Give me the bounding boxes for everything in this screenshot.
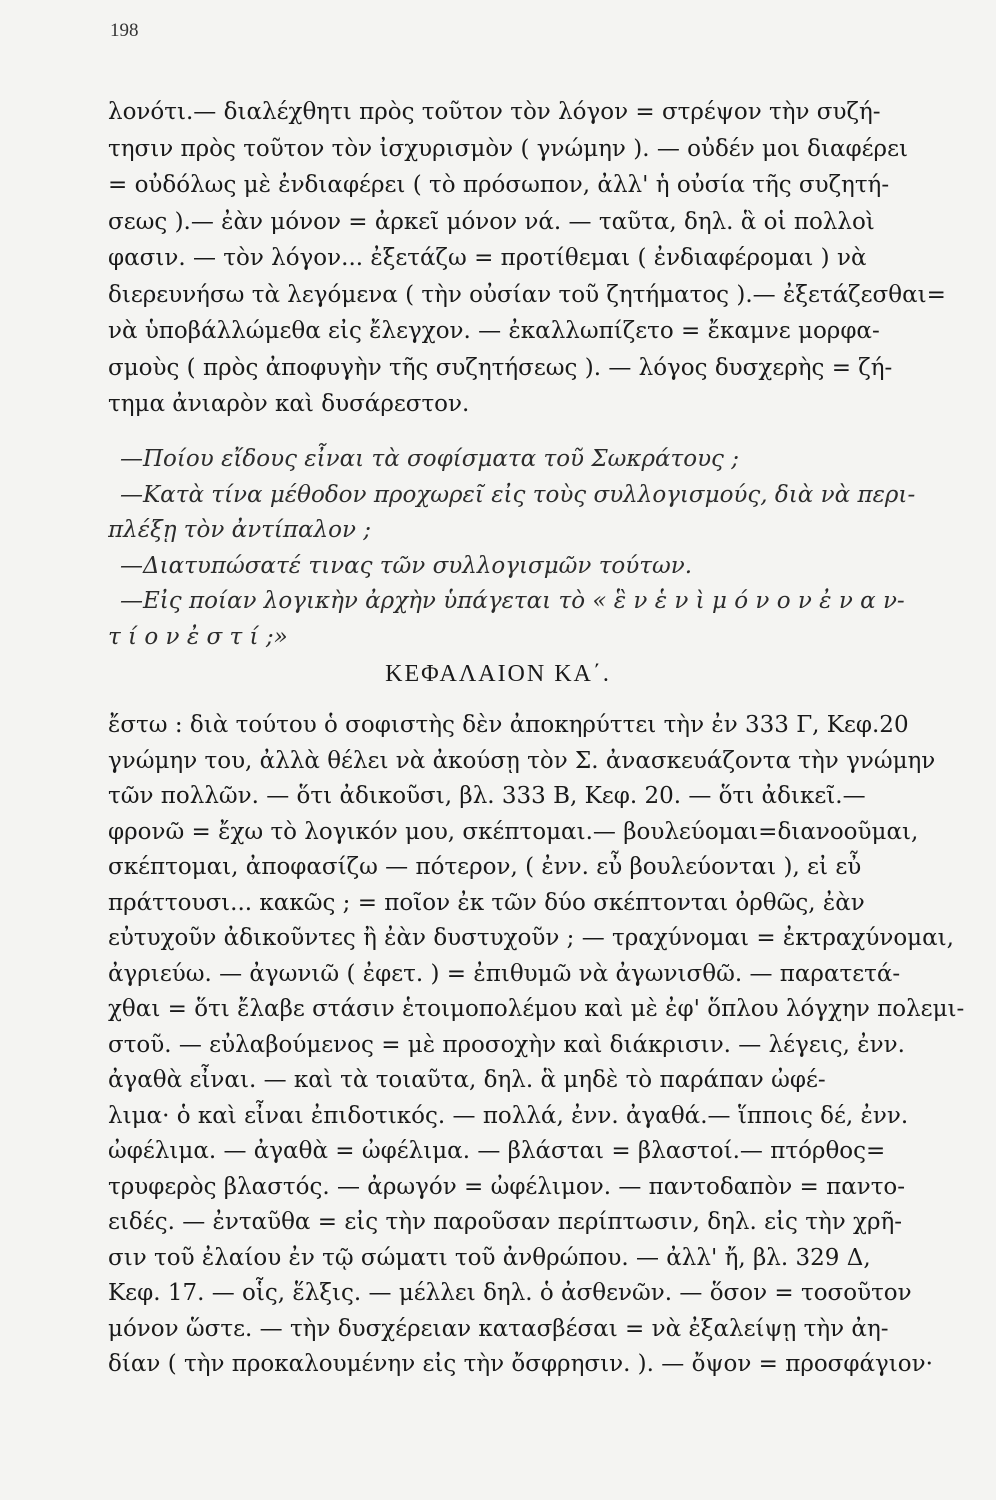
text-line: φασιν. — τὸν λόγον... ἐξετάζω = προτίθεμαι ( ἐνδιαφέρομαι ) νὰ — [108, 245, 867, 271]
question-line: πλέξῃ τὸν ἀντίπαλον ; — [108, 517, 372, 543]
chapter-title: ΚΕΦΑΛΑΙΟΝ ΚΑ΄. — [385, 661, 611, 687]
text-line: διερευνήσω τὰ λεγόμενα ( τὴν οὐσίαν τοῦ ζητήματος ).— ἐξετάζεσθαι= — [108, 281, 946, 308]
text-line: εὐτυχοῦν ἀδικοῦντες ἢ ἐὰν δυστυχοῦν ; — τραχύνομαι = ἐκτραχύνομαι, — [108, 925, 954, 951]
question-line: —Διατυπώσατέ τινας τῶν συλλογισμῶν τούτων. — [120, 552, 693, 579]
text-line: δίαν ( τὴν προκαλουμένην εἰς τὴν ὄσφρησιν. ). — ὄψον = προσφάγιον· — [108, 1351, 933, 1377]
text-line: φρονῶ = ἔχω τὸ λογικόν μου, σκέπτομαι.— βουλεύομαι=διανοοῦμαι, — [108, 818, 919, 845]
text-line: σιν τοῦ ἐλαίου ἐν τῷ σώματι τοῦ ἀνθρώπου. — ἀλλ' ἤ, βλ. 329 Δ, — [108, 1244, 871, 1271]
text-line: Κεφ. 17. — οἷς, ἕλξις. — μέλλει δηλ. ὁ ἀσθενῶν. — ὅσον = τοσοῦτον — [108, 1280, 912, 1306]
text-line: τησιν πρὸς τοῦτον τὸν ἰσχυρισμὸν ( γνώμην ). — οὐδέν μοι διαφέρει — [108, 135, 909, 162]
glossary-block-1 — [108, 94, 966, 423]
text-line: στοῦ. — εὐλαβούμενος = μὲ προσοχὴν καὶ διάκρισιν. — λέγεις, ἐνν. — [108, 1031, 905, 1058]
text-line: λιμα· ὁ καὶ εἶναι ἐπιδοτικός. — πολλά, ἐνν. ἀγαθά.— ἵπποις δέ, ἐνν. — [108, 1102, 909, 1129]
text-line: σκέπτομαι, ἀποφασίζω — πότερον, ( ἐνν. εὖ βουλεύονται ), εἰ εὖ — [108, 854, 862, 880]
text-line: τημα ἀνιαρὸν καὶ δυσάρεστον. — [108, 391, 470, 417]
question-line: —Κατὰ τίνα μέθοδον προχωρεῖ εἰς τοὺς συλλογισμούς, διὰ νὰ περι- — [120, 481, 916, 508]
question-line: —Ποίου εἴδους εἶναι τὰ σοφίσματα τοῦ Σωκράτους ; — [120, 446, 739, 472]
text-line: τρυφερὸς βλαστός. — ἀρωγόν = ὠφέλιμον. — παντοδαπὸν = παντο- — [108, 1173, 906, 1200]
text-line: σμοὺς ( πρὸς ἀποφυγὴν τῆς συζητήσεως ). — λόγος δυσχερὴς = ζή- — [108, 354, 893, 381]
page-number: 198 — [110, 20, 139, 41]
question-line: —Εἰς ποίαν λογικὴν ἀρχὴν ὑπάγεται τὸ « ἓ ν ἑ ν ὶ μ ό ν ο ν ἐ ν α ν- — [120, 588, 905, 614]
text-line: νὰ ὑποβάλλώμεθα εἰς ἔλεγχον. — ἐκαλλωπίζετο = ἔκαμνε μορφα- — [108, 318, 880, 344]
text-line: πράττουσι... κακῶς ; = ποῖον ἐκ τῶν δύο σκέπτονται ὀρθῶς, ἐὰν — [108, 889, 865, 916]
text-line: = οὐδόλως μὲ ἐνδιαφέρει ( τὸ πρόσωπον, ἀλλ' ἡ οὐσία τῆς συζητή- — [108, 172, 890, 198]
text-line: σεως ).— ἐὰν μόνον = ἀρκεῖ μόνον νά. — ταῦτα, δηλ. ἃ οἱ πολλοὶ — [108, 208, 875, 235]
text-line: τῶν πολλῶν. — ὅτι ἀδικοῦσι, βλ. 333 Β, Κεφ. 20. — ὅτι ἀδικεῖ.— — [108, 783, 866, 809]
text-line: ἀγριεύω. — ἀγωνιῶ ( ἐφετ. ) = ἐπιθυμῶ νὰ ἀγωνισθῶ. — παρατετά- — [108, 960, 901, 987]
text-line: χθαι = ὅτι ἔλαβε στάσιν ἑτοιμοπολέμου καὶ μὲ ἐφ' ὅπλου λόγχην πολεμι- — [108, 996, 965, 1022]
text-line: ἔστω : διὰ τούτου ὁ σοφιστὴς δὲν ἀποκηρύττει τὴν ἐν 333 Γ, Κεφ.20 — [108, 712, 909, 738]
questions-block — [108, 441, 966, 654]
text-line: ειδές. — ἐνταῦθα = εἰς τὴν παροῦσαν περίπτωσιν, δηλ. εἰς τὴν χρῆ- — [108, 1209, 903, 1235]
text-line: γνώμην του, ἀλλὰ θέλει νὰ ἀκούσῃ τὸν Σ. ἀνασκευάζοντα τὴν γνώμην — [108, 747, 936, 774]
question-line: τ ί ο ν ἐ σ τ ί ;» — [108, 623, 288, 650]
glossary-block-2 — [108, 708, 966, 1383]
text-line: μόνον ὥστε. — τὴν δυσχέρειαν κατασβέσαι = νὰ ἐξαλείψῃ τὴν ἀη- — [108, 1315, 889, 1342]
text-line: ὠφέλιμα. — ἀγαθὰ = ὠφέλιμα. — βλάσται = βλαστοί.— πτόρθος= — [108, 1138, 886, 1164]
text-line: λονότι.— διαλέχθητι πρὸς τοῦτον τὸν λόγον = στρέψον τὴν συζή- — [108, 99, 881, 125]
text-line: ἀγαθὰ εἶναι. — καὶ τὰ τοιαῦτα, δηλ. ἃ μηδὲ τὸ παράπαν ὠφέ- — [108, 1067, 826, 1093]
